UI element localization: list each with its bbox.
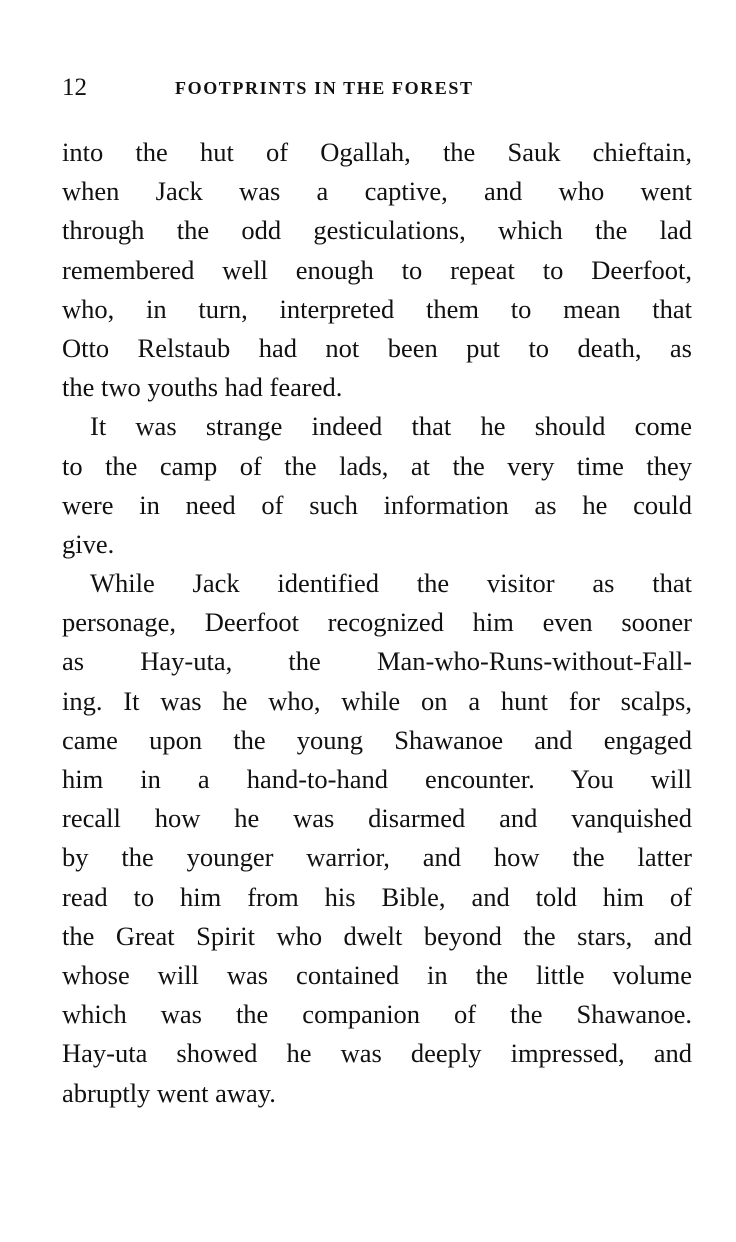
text-line: as Hay-uta, the Man-who-Runs-without-Fall-	[62, 646, 692, 677]
text-line: came upon the young Shawanoe and engaged	[62, 724, 692, 755]
text-line: abruptly went away.	[62, 1077, 276, 1108]
text-line: to the camp of the lads, at the very time they	[62, 450, 692, 481]
text-line: Hay-uta showed he was deeply impressed, and	[62, 1038, 692, 1069]
text-line: It was strange indeed that he should come	[90, 411, 692, 442]
text-line: the Great Spirit who dwelt beyond the stars, and	[62, 920, 692, 951]
paragraph	[62, 564, 692, 1113]
text-line: who, in turn, interpreted them to mean that	[62, 293, 692, 324]
text-line: personage, Deerfoot recognized him even sooner	[62, 607, 692, 638]
text-line: whose will was contained in the little volume	[62, 959, 692, 990]
running-title: FOOTPRINTS IN THE FOREST	[175, 78, 474, 98]
text-line: were in need of such information as he could	[62, 489, 692, 520]
text-line: remembered well enough to repeat to Deerfoot,	[62, 254, 692, 285]
text-line: by the younger warrior, and how the latter	[62, 842, 692, 873]
text-line: Otto Relstaub had not been put to death, as	[62, 332, 692, 363]
text-line: into the hut of Ogallah, the Sauk chieftain,	[62, 137, 692, 167]
text-line: through the odd gesticulations, which the lad	[62, 215, 692, 246]
text-line: While Jack identified the visitor as that	[90, 568, 692, 599]
page-number: 12	[62, 74, 87, 101]
text-line: give.	[62, 528, 115, 559]
text-line: ing. It was he who, while on a hunt for scalps,	[62, 685, 692, 716]
paragraph	[62, 133, 692, 407]
body-text	[62, 133, 692, 1113]
text-line: when Jack was a captive, and who went	[62, 176, 692, 207]
text-line: recall how he was disarmed and vanquished	[62, 803, 692, 834]
paragraph	[62, 407, 692, 564]
text-line: the two youths had feared.	[62, 372, 343, 403]
text-line: him in a hand-to-hand encounter. You will	[62, 764, 692, 794]
text-line: which was the companion of the Shawanoe.	[62, 999, 692, 1030]
running-head	[62, 72, 694, 104]
text-line: read to him from his Bible, and told him of	[62, 881, 692, 912]
